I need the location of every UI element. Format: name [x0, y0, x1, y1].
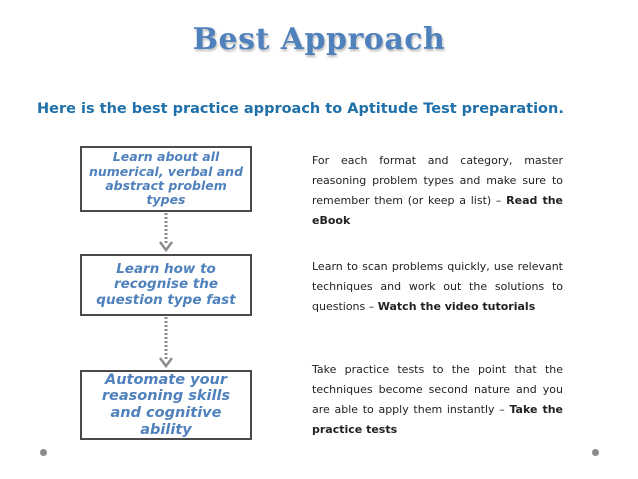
step-box-label: Learn how to recognise the question type fast [96, 260, 236, 308]
slide-dot-icon [592, 449, 599, 456]
slide-subtitle: Here is the best practice approach to Aptitude Test preparation. [37, 101, 564, 117]
step-box-label: Automate your reasoning skills and cognitive ability [101, 371, 231, 438]
step-description-text: Learn to scan problems quickly, use relevant techniques and work out the solutions to questions – [312, 260, 563, 313]
step-action-watch-videos: Watch the video tutorials [377, 300, 536, 313]
step-box-automate-skills [80, 370, 252, 440]
step-box-recognise-type [80, 254, 252, 316]
slide-title: Best Approach [192, 22, 446, 57]
step-description-1 [312, 151, 563, 231]
step-description-2 [312, 257, 563, 317]
dotted-arrow-down-icon [157, 213, 175, 254]
step-box-learn-types [80, 146, 252, 212]
dotted-arrow-down-icon [157, 317, 175, 370]
step-description-text: For each format and category, master reasoning problem types and make sure to remember them (or keep a list) – [312, 154, 563, 207]
step-action-read-ebook: Read the eBook [312, 194, 563, 227]
step-description-3 [312, 360, 563, 440]
step-description-text: Take practice tests to the point that the techniques become second nature and you are able to apply them instantly – [312, 363, 563, 416]
slide-dot-icon [40, 449, 47, 456]
step-box-label: Learn about all numerical, verbal and abstract problem types [88, 149, 244, 208]
step-action-take-tests: Take the practice tests [312, 403, 564, 436]
